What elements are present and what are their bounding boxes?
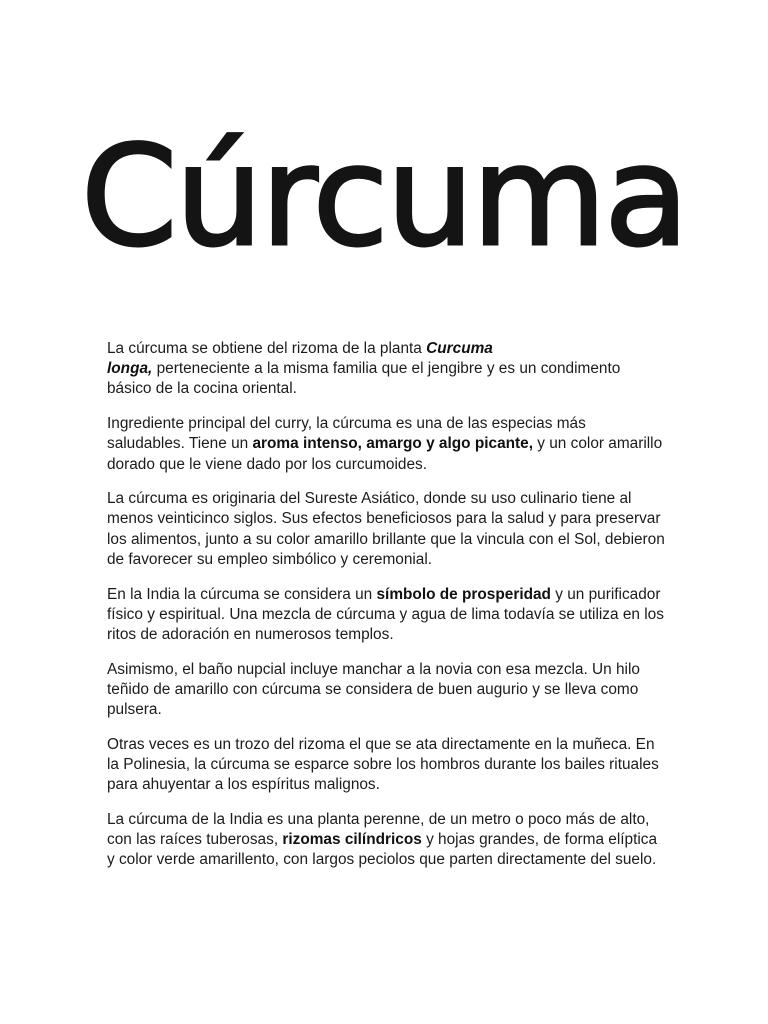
paragraph-4-bold: símbolo de prosperidad	[376, 585, 551, 603]
paragraph-6: Otras veces es un trozo del rizoma el que se ata directamente en la muñeca. En la Polinesia, la cúrcuma se esparce sobre los hombros durante los bailes rituales para ahuyentar a los espíritus malignos.	[107, 735, 659, 794]
paragraph-2-bold: aroma intenso, amargo y algo picante,	[252, 435, 533, 453]
paragraph-2	[107, 414, 667, 475]
paragraph-4	[107, 585, 667, 646]
paragraph-5: Asimismo, el baño nupcial incluye manchar a la novia con esa mezcla. Un hilo teñido de amarillo con cúrcuma se considera de buen augurio y se lleva como pulsera.	[107, 660, 640, 719]
paragraph-3: La cúrcuma es originaria del Sureste Asiático, donde su uso culinario tiene al menos veinticinco siglos. Sus efectos beneficiosos para la salud y para preservar los alimentos, junto a su color amarillo brillante que la vincula con el Sol, debieron de favorecer su empleo simbólico y ceremonial.	[107, 490, 665, 568]
paragraph-2-text-c: y un color amarillo dorado que le viene dado por los curcumoides.	[107, 435, 663, 473]
paragraph-1-text-c: perteneciente a la misma familia que el jengibre y es un condimento básico de la cocina oriental.	[107, 360, 621, 398]
document-body	[107, 339, 667, 885]
scientific-name-genus: Curcuma	[426, 340, 493, 357]
paragraph-4-text-c: y un purificador físico y espiritual. Una mezcla de cúrcuma y agua de lima todavía se utiliza en los ritos de adoración en numerosos templos.	[107, 585, 664, 643]
paragraph-7-text-a: La cúrcuma de la India es una planta perenne, de un metro o poco más de alto, con las raíces tuberosas,	[107, 810, 650, 849]
scientific-name-species: longa,	[107, 360, 153, 378]
paragraph-2-text-a: Ingrediente principal del curry, la cúrcuma es una de las especias más saludables. Tiene un	[107, 415, 586, 453]
paragraph-1-text-a: La cúrcuma se obtiene del rizoma de la planta	[107, 340, 427, 357]
paragraph-7-bold: rizomas cilíndricos	[282, 831, 422, 849]
paragraph-7-text-c: y hojas grandes, de forma elíptica y color verde amarillento, con largos peciolos que parten directamente del suelo.	[107, 831, 658, 869]
paragraph-4-text-a: En la India la cúrcuma se considera un	[107, 585, 377, 603]
page-title: Cúrcuma	[81, 116, 687, 277]
paragraph-7	[107, 810, 667, 871]
paragraph-1	[107, 339, 667, 400]
